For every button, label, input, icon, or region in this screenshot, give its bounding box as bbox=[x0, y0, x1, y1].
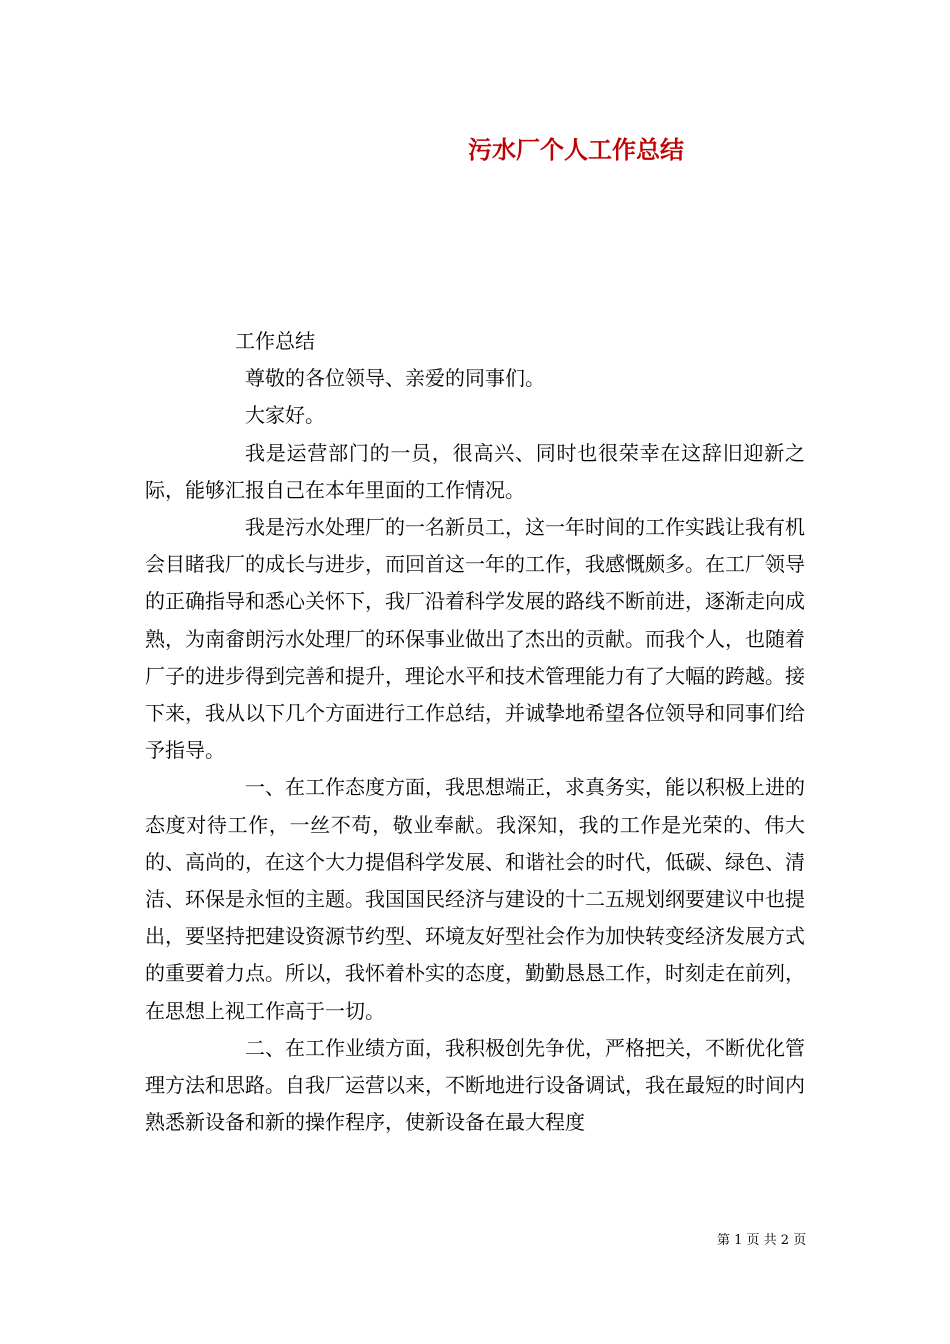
page-title bbox=[0, 132, 950, 168]
page-title-text: 污水厂个人工作总结 bbox=[468, 135, 684, 164]
paragraph-attitude: 一、在工作态度方面，我思想端正，求真务实，能以积极上进的态度对待工作，一丝不苟，敬业奉献。我深知，我的工作是光荣的、伟大的、高尚的，在这个大力提倡科学发展、和谐社会的时代，低碳、绿色、清洁、环保是永恒的主题。我国国民经济与建设的十二五规划纲要建议中也提出，要坚持把建设资源节约型、环境友好型社会作为加快转变经济发展方式的重要着力点。所以，我怀着朴实的态度，勤勤恳恳工作，时刻走在前列，在思想上视工作高于一切。 bbox=[145, 775, 805, 1023]
paragraph-intro: 我是运营部门的一员，很高兴、同时也很荣幸在这辞旧迎新之际，能够汇报自己在本年里面的工作情况。 bbox=[145, 440, 805, 502]
document-body bbox=[145, 323, 805, 1141]
page-footer bbox=[0, 1232, 950, 1250]
page-number: 第 1 页 共 2 页 bbox=[717, 1233, 807, 1248]
paragraph-performance: 二、在工作业绩方面，我积极创先争优，严格把关，不断优化管理方法和思路。自我厂运营以来，不断地进行设备调试，我在最短的时间内熟悉新设备和新的操作程序，使新设备在最大程度 bbox=[145, 1035, 805, 1135]
greeting: 大家好。 bbox=[245, 403, 325, 428]
section-heading: 工作总结 bbox=[235, 329, 315, 353]
paragraph-overview: 我是污水处理厂的一名新员工，这一年时间的工作实践让我有机会目睹我厂的成长与进步，而回首这一年的工作，我感慨颇多。在工厂领导的正确指导和悉心关怀下，我厂沿着科学发展的路线不断前进，逐渐走向成熟，为南畲朗污水处理厂的环保事业做出了杰出的贡献。而我个人，也随着厂子的进步得到完善和提升，理论水平和技术管理能力有了大幅的跨越。接下来，我从以下几个方面进行工作总结，并诚挚地希望各位领导和同事们给予指导。 bbox=[145, 515, 805, 763]
salutation: 尊敬的各位领导、亲爱的同事们。 bbox=[245, 366, 545, 391]
